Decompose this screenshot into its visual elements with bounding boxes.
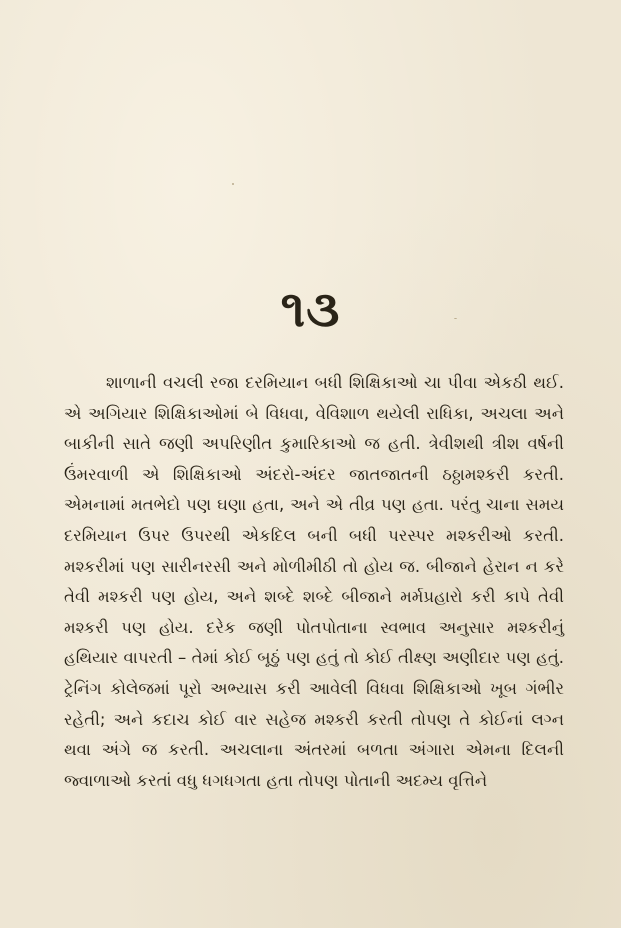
paper-speck (232, 183, 234, 185)
chapter-number: ૧૩ (280, 280, 341, 338)
chapter-body-paragraph: શાળાની વચલી રજા દરમિયાન બધી શિક્ષિકાઓ ચા પીવા એકઠી થઈ. એ અગિયાર શિક્ષિકાઓમાં બે વિધવા, વેવિશાળ થયેલી રાધિકા, અચલા અને બાકીની સાતે જણી અપરિણીત કુમારિકાઓ જ હતી. ત્રેવીશથી ત્રીશ વર્ષની ઉંમરવાળી એ શિક્ષિકાઓ અંદરો-અંદર જાતજાતની ઠઠ્ઠામશ્કરી કરતી. એમનામાં મતભેદો પણ ઘણા હતા, અને એ તીવ્ર પણ હતા. પરંતુ ચાના સમય દરમિયાન ઉપર ઉપરથી એકદિલ બની બધી પરસ્પર મશ્કરીઓ કરતી. મશ્કરીમાં પણ સારીનરસી અને મોળીમીઠી તો હોય જ. બીજાને હેરાન ન કરે તેવી મશ્કરી પણ હોય, અને શબ્દે શબ્દે બીજાને મર્મપ્રહારો કરી કાપે તેવી મશ્કરી પણ હોય. દરેક જણી પોતપોતાના સ્વભાવ અનુસાર મશ્કરીનું હથિયાર વાપરતી – તેમાં કોઈ બૂઠું પણ હતું તો કોઈ તીક્ષ્ણ અણીદાર પણ હતું. ટ્રેનિંગ કોલેજમાં પૂરો અભ્યાસ કરી આવેલી વિધવા શિક્ષિકાઓ ખૂબ ગંભીર રહેતી; અને કદાચ કોઈ વાર સહેજ મશ્કરી કરતી તોપણ તે કોઈનાં લગ્ન થવા અંગે જ કરતી. અચલાના અંતરમાં બળતા અંગારા એમના દિલની જ્વાળાઓ કરતાં વધુ ધગધગતા હતા તોપણ પોતાની અદમ્ય વૃત્તિને (64, 373, 564, 790)
